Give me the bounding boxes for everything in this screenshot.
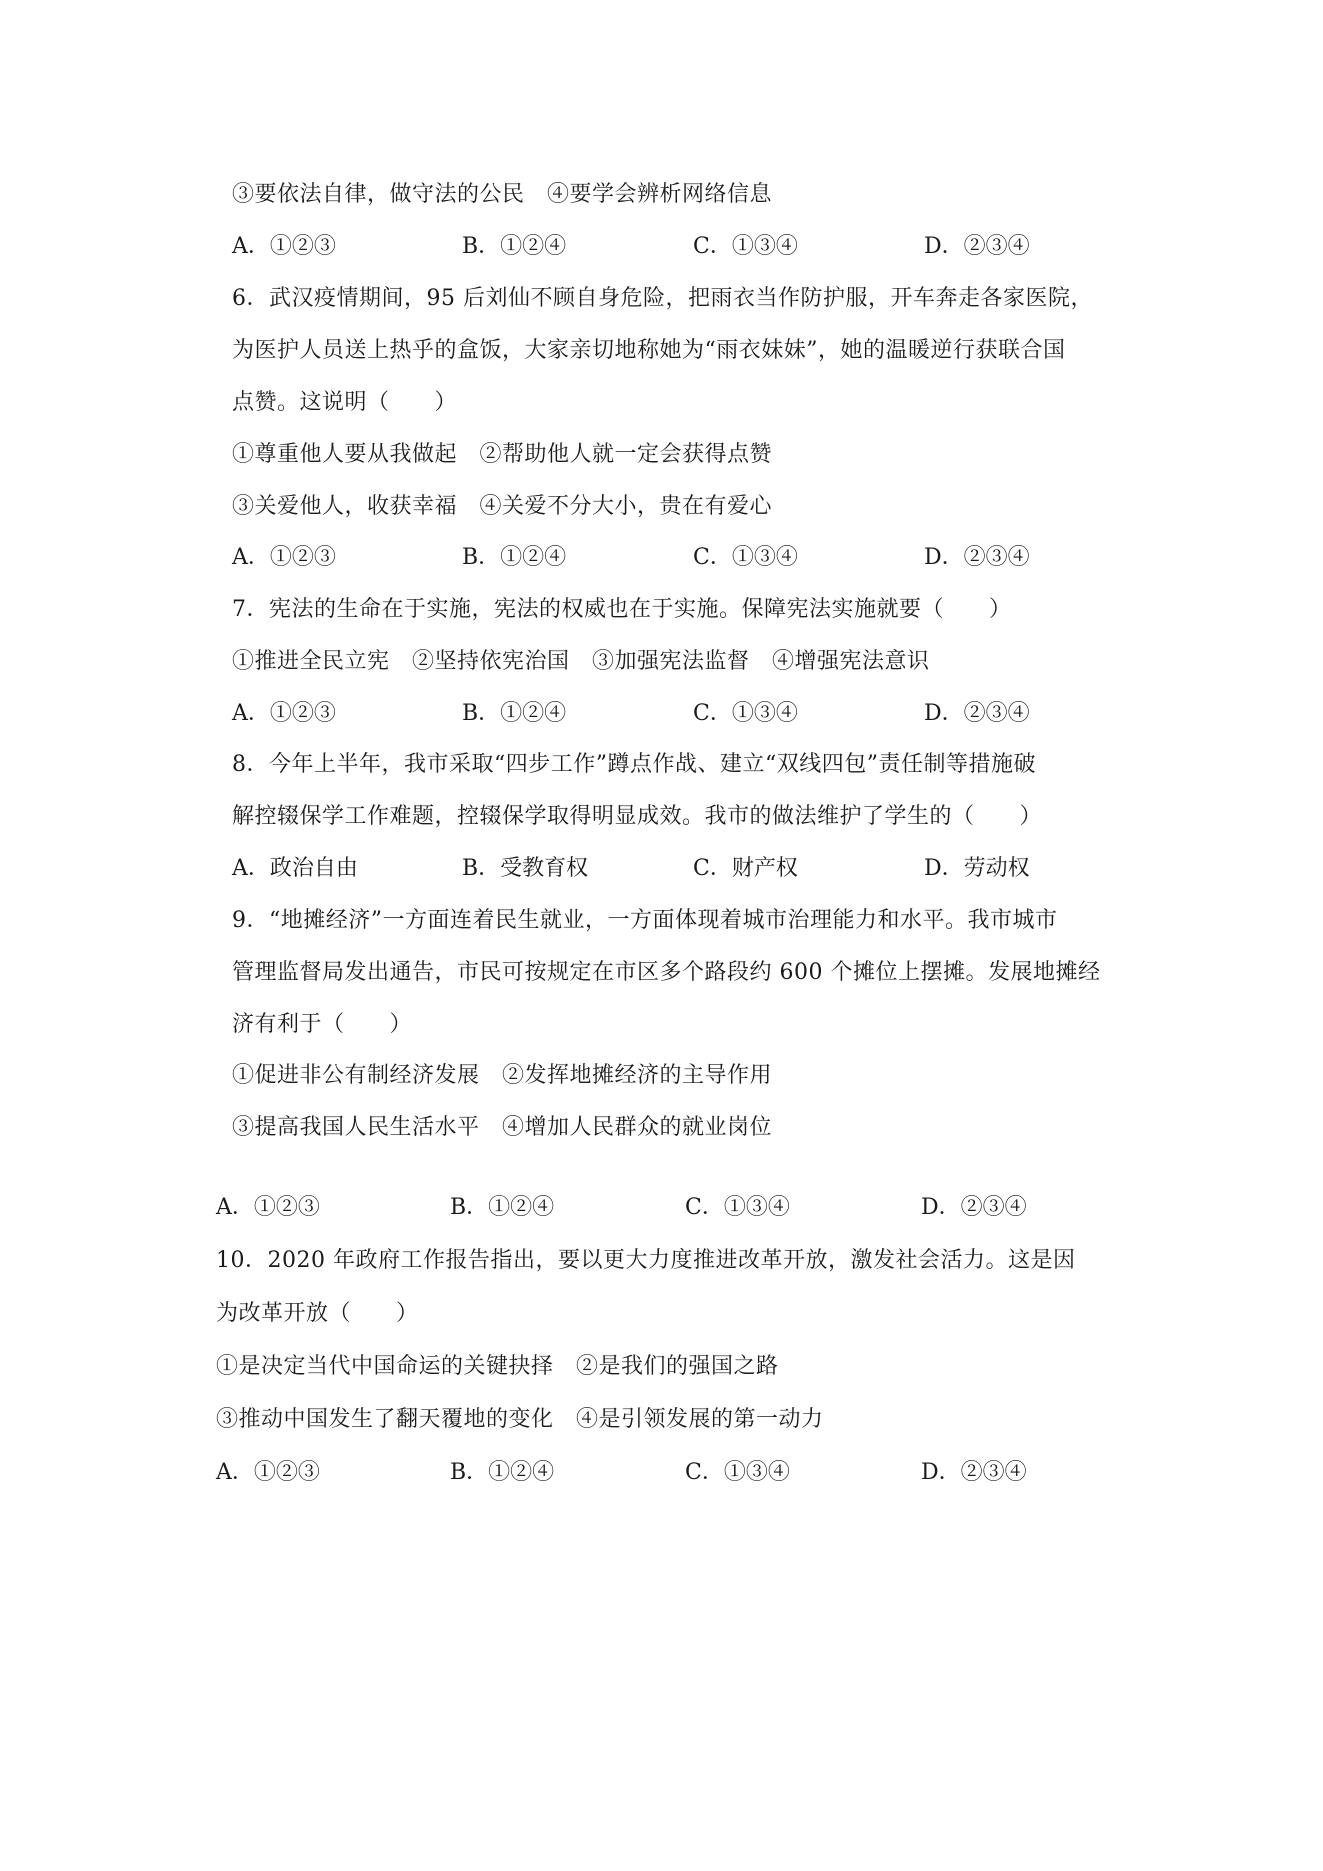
q10-option-d: D．②③④ xyxy=(921,1460,1027,1485)
q8-option-d: D．劳动权 xyxy=(924,856,1030,881)
q10-statement-line-1: ①是决定当代中国命运的关键抉择 ②是我们的强国之路 xyxy=(216,1354,779,1379)
q8-option-a: A．政治自由 xyxy=(232,856,358,881)
q7-stem-line-1: 7．宪法的生命在于实施，宪法的权威也在于实施。保障宪法实施就要（ ） xyxy=(232,597,1012,622)
q10-option-b: B．①②④ xyxy=(450,1460,555,1485)
q8-option-c: C．财产权 xyxy=(693,856,798,881)
q6-statement-line-1: ①尊重他人要从我做起 ②帮助他人就一定会获得点赞 xyxy=(232,442,773,467)
q5-option-a: A．①②③ xyxy=(232,234,336,259)
q10-option-a: A．①②③ xyxy=(216,1460,320,1485)
q6-option-d: D．②③④ xyxy=(924,545,1030,570)
q10-stem-line-2: 为改革开放（ ） xyxy=(216,1301,419,1326)
q10-statement-line-2: ③推动中国发生了翻天覆地的变化 ④是引领发展的第一动力 xyxy=(216,1407,824,1432)
q6-stem-line-3: 点赞。这说明（ ） xyxy=(232,390,458,415)
q5-option-b: B．①②④ xyxy=(462,234,567,259)
q5-option-d: D．②③④ xyxy=(924,234,1030,259)
q7-option-b: B．①②④ xyxy=(462,701,567,726)
q6-option-c: C．①③④ xyxy=(693,545,798,570)
q5-statement-line: ③要依法自律，做守法的公民 ④要学会辨析网络信息 xyxy=(232,182,773,207)
q7-statement-line-1: ①推进全民立宪 ②坚持依宪治国 ③加强宪法监督 ④增强宪法意识 xyxy=(232,649,930,674)
q6-option-a: A．①②③ xyxy=(232,545,336,570)
q6-stem-line-1: 6．武汉疫情期间，95 后刘仙不顾自身危险，把雨衣当作防护服，开车奔走各家医院， xyxy=(232,286,1093,311)
q8-option-b: B．受教育权 xyxy=(462,856,589,881)
q9-option-d: D．②③④ xyxy=(921,1195,1027,1220)
q7-option-d: D．②③④ xyxy=(924,701,1030,726)
q9-stem-line-2: 管理监督局发出通告，市民可按规定在市区多个路段约 600 个摊位上摆摊。发展地摊经 xyxy=(232,960,1101,985)
q6-stem-line-2: 为医护人员送上热乎的盒饭，大家亲切地称她为“雨衣妹妹”，她的温暖逆行获联合国 xyxy=(232,338,1066,363)
q9-stem-line-3: 济有利于（ ） xyxy=(232,1012,413,1037)
q8-stem-line-2: 解控辍保学工作难题，控辍保学取得明显成效。我市的做法维护了学生的（ ） xyxy=(232,804,1043,829)
q7-option-c: C．①③④ xyxy=(693,701,798,726)
q6-statement-line-2: ③关爱他人，收获幸福 ④关爱不分大小，贵在有爱心 xyxy=(232,494,773,519)
q9-statement-line-2: ③提高我国人民生活水平 ④增加人民群众的就业岗位 xyxy=(232,1115,773,1140)
q9-statement-line-1: ①促进非公有制经济发展 ②发挥地摊经济的主导作用 xyxy=(232,1063,773,1088)
q5-option-c: C．①③④ xyxy=(693,234,798,259)
q9-stem-line-1: 9．“地摊经济”一方面连着民生就业，一方面体现着城市治理能力和水平。我市城市 xyxy=(232,908,1058,933)
q9-option-a: A．①②③ xyxy=(216,1195,320,1220)
q9-option-b: B．①②④ xyxy=(450,1195,555,1220)
q10-option-c: C．①③④ xyxy=(685,1460,790,1485)
q9-option-c: C．①③④ xyxy=(685,1195,790,1220)
q6-option-b: B．①②④ xyxy=(462,545,567,570)
q10-stem-line-1: 10．2020 年政府工作报告指出，要以更大力度推进改革开放，激发社会活力。这是因 xyxy=(216,1248,1076,1273)
q7-option-a: A．①②③ xyxy=(232,701,336,726)
q8-stem-line-1: 8．今年上半年，我市采取“四步工作”蹲点作战、建立“双线四包”责任制等措施破 xyxy=(232,752,1036,777)
